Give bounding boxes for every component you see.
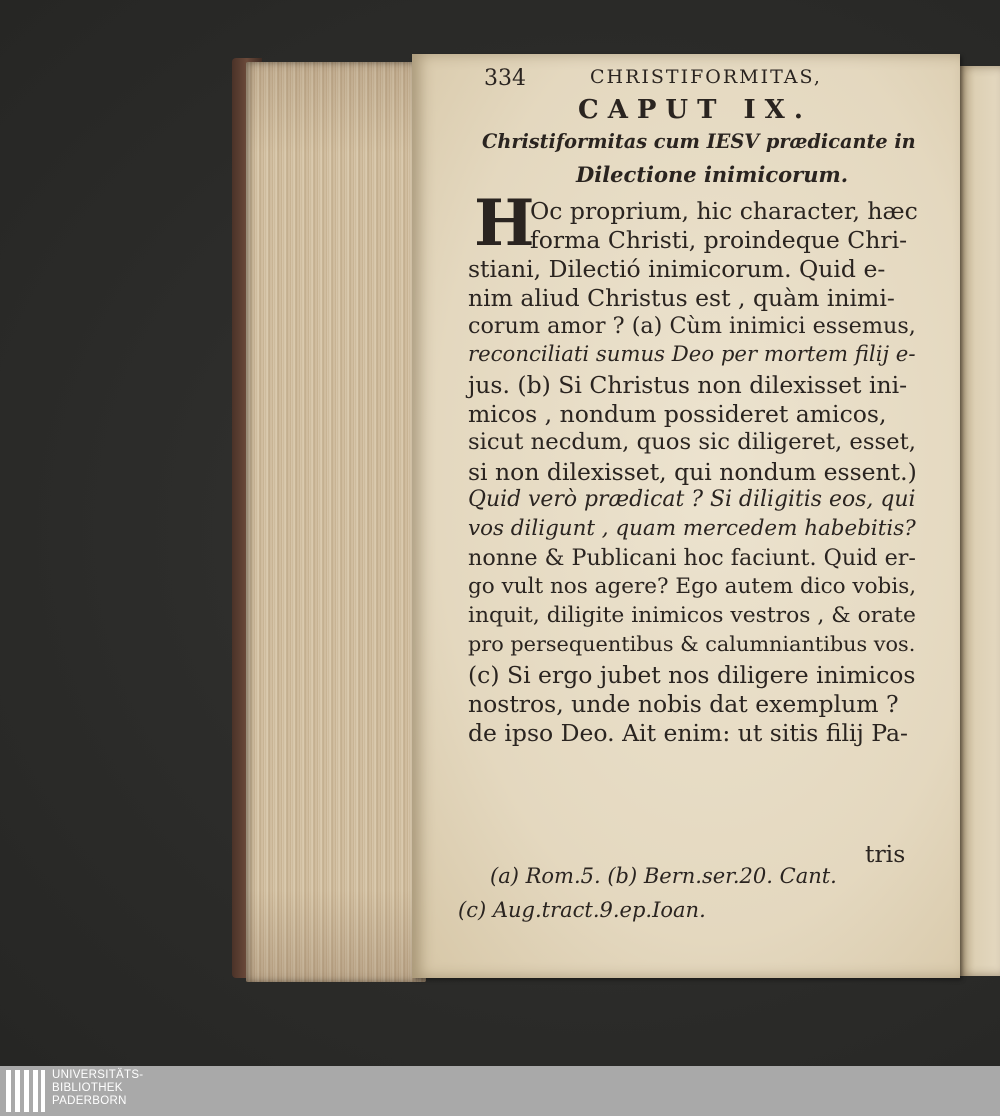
body-text-line: micos , nondum possideret amicos,: [468, 400, 887, 428]
body-text-line: inquit, diligite inimicos vestros , & orate: [468, 603, 916, 628]
footnote-line-2: (c) Aug.tract.9.ep.Ioan.: [458, 898, 706, 922]
library-logo-icon: [6, 1070, 46, 1112]
body-text-line: Oc proprium, hic character, hæc: [530, 197, 918, 225]
page-number: 334: [484, 66, 526, 91]
footnote-line-1: (a) Rom.5. (b) Bern.ser.20. Cant.: [490, 864, 837, 888]
library-footer-bar: [0, 1066, 1000, 1116]
library-name-line: PADERBORN: [52, 1095, 127, 1107]
facing-page-edge: [958, 66, 1000, 976]
body-text-line: go vult nos agere? Ego autem dico vobis,: [468, 574, 917, 599]
chapter-heading: CAPUT IX.: [578, 95, 812, 125]
drop-cap: H: [474, 186, 535, 261]
body-text-line: pro persequentibus & calumniantibus vos.: [468, 632, 916, 656]
page-block-edges: [246, 62, 426, 982]
body-text-line: vos diligunt , quam mercedem habebitis?: [468, 516, 916, 541]
body-text-line: nonne & Publicani hoc faciunt. Quid er-: [468, 545, 916, 571]
running-head: CHRISTIFORMITAS,: [590, 66, 822, 88]
chapter-subtitle-line-1: Christiformitas cum IESV prædicante in: [482, 130, 916, 153]
library-name: [52, 1069, 143, 1108]
body-text-line: nostros, unde nobis dat exemplum ?: [468, 690, 899, 718]
body-text-line: reconciliati sumus Deo per mortem filij e-: [468, 342, 916, 367]
body-text-line: de ipso Deo. Ait enim: ut sitis filij Pa-: [468, 719, 908, 747]
body-text-line: forma Christi, proindeque Chri-: [530, 226, 908, 254]
chapter-subtitle-line-2: Dilectione inimicorum.: [576, 162, 849, 187]
body-text-line: stiani, Dilectió inimicorum. Quid e-: [468, 255, 886, 283]
body-text-line: jus. (b) Si Christus non dilexisset ini-: [468, 371, 908, 399]
body-text-line: si non dilexisset, qui nondum essent.): [468, 458, 917, 486]
body-text-line: Quid verò prædicat ? Si diligitis eos, qui: [468, 487, 916, 512]
body-text-line: (c) Si ergo jubet nos diligere inimicos: [468, 661, 916, 689]
body-text-line: corum amor ? (a) Cùm inimici essemus,: [468, 313, 916, 339]
library-name-line: UNIVERSITÄTS-: [52, 1069, 144, 1081]
body-text-line: nim aliud Christus est , quàm inimi-: [468, 284, 895, 312]
catchword: tris: [865, 840, 906, 868]
body-text-line: sicut necdum, quos sic diligeret, esset,: [468, 429, 916, 455]
library-name-line: BIBLIOTHEK: [52, 1082, 123, 1094]
